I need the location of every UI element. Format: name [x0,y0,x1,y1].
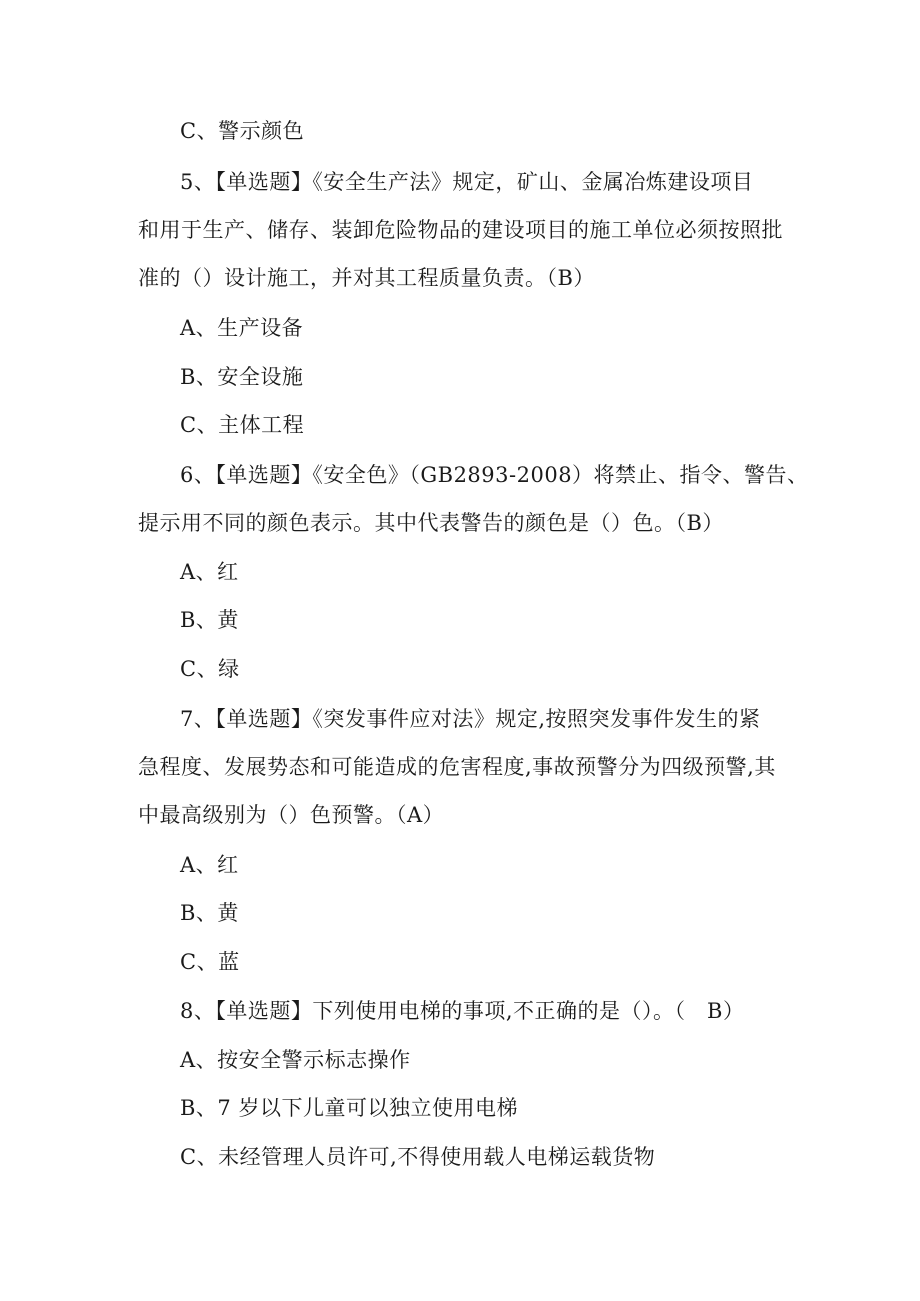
option-b-q8: B、7 岁以下儿童可以独立使用电梯 [180,1096,518,1120]
option-a-q8: A、按安全警示标志操作 [180,1048,411,1072]
question-8-line-1: 8、【单选题】下列使用电梯的事项,不正确的是（）。（ B） [180,999,745,1023]
question-7-line-3: 中最高级别为（）色预警。（A） [138,803,445,827]
question-7-line-2: 急程度、发展势态和可能造成的危害程度,事故预警分为四级预警,其 [138,755,776,779]
question-6-line-1: 6、【单选题】《安全色》（GB2893-2008）将禁止、指令、警告、 [180,463,809,487]
option-a-q7: A、红 [180,853,239,877]
option-b-q6: B、黄 [180,608,239,632]
option-a-q6: A、红 [180,560,239,584]
option-c-q6: C、绿 [180,657,240,681]
option-c-q5: C、主体工程 [180,413,305,437]
question-5-line-3: 准的（）设计施工，并对其工程质量负责。（B） [138,266,595,290]
question-7-line-1: 7、【单选题】《突发事件应对法》规定,按照突发事件发生的紧 [180,707,761,731]
question-5-line-1: 5、【单选题】《安全生产法》规定，矿山、金属冶炼建设项目 [180,170,754,194]
option-c-q7: C、蓝 [180,950,240,974]
option-c-q4: C、警示颜色 [180,119,305,143]
option-a-q5: A、生产设备 [180,316,304,340]
question-6-line-2: 提示用不同的颜色表示。其中代表警告的颜色是（）色。（B） [138,511,724,535]
option-b-q5: B、安全设施 [180,365,304,389]
option-c-q8: C、未经管理人员许可,不得使用载人电梯运载货物 [180,1145,656,1169]
question-5-line-2: 和用于生产、储存、装卸危险物品的建设项目的施工单位必须按照批 [138,218,783,242]
option-b-q7: B、黄 [180,901,239,925]
